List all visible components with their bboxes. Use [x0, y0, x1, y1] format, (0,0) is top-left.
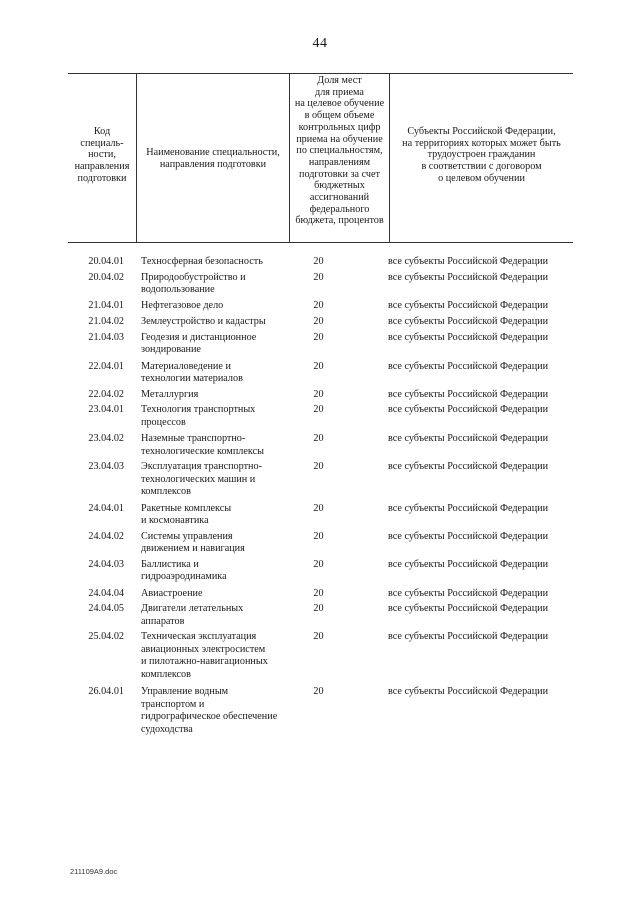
- specialty-code: 24.04.03: [88, 558, 124, 570]
- table-row: [0, 631, 640, 681]
- table-row: [0, 603, 640, 628]
- specialty-name: [141, 631, 295, 681]
- header-line: трудоустроен гражданин: [427, 149, 536, 161]
- specialty-name: [141, 256, 295, 269]
- table-row: [0, 461, 640, 499]
- specialty-name-line: судоходства: [141, 723, 193, 735]
- federation-subjects: все субъекты Российской Федерации: [388, 686, 549, 697]
- header-subjects: [390, 126, 573, 185]
- federation-subjects: все субъекты Российской Федерации: [388, 299, 549, 311]
- federation-subjects: все субъекты Российской Федерации: [388, 271, 549, 283]
- specialty-name: [141, 588, 295, 601]
- header-line: Код: [93, 126, 111, 137]
- table-top-rule: [68, 73, 573, 74]
- specialty-name-line: Управление водным: [141, 686, 229, 697]
- specialty-code: 23.04.02: [88, 433, 124, 444]
- header-line: ности,: [88, 149, 116, 161]
- header-line: по специальностям,: [296, 145, 383, 157]
- specialty-code: 24.04.04: [88, 587, 124, 599]
- quota-percent: 20: [313, 299, 324, 311]
- specialty-name: [141, 300, 295, 313]
- quota-percent: 20: [313, 256, 324, 267]
- header-line: подготовки: [77, 172, 127, 184]
- specialty-name-line: движением и навигация: [141, 543, 245, 554]
- header-line: федерального: [309, 203, 370, 215]
- table-row: [0, 686, 640, 736]
- table-row: [0, 559, 640, 584]
- specialty-code: 22.04.01: [88, 360, 124, 372]
- federation-subjects: все субъекты Российской Федерации: [388, 558, 549, 570]
- header-line: Наименование специальности,: [146, 147, 280, 158]
- header-share: [290, 75, 389, 227]
- federation-subjects: все субъекты Российской Федерации: [388, 360, 549, 372]
- quota-percent: 20: [313, 558, 324, 570]
- header-line: ассигнований: [309, 192, 370, 204]
- specialty-name-line: Геодезия и дистанционное: [141, 331, 257, 343]
- specialty-name: [141, 316, 295, 329]
- table-row: [0, 256, 640, 269]
- federation-subjects: все субъекты Российской Федерации: [388, 256, 549, 267]
- specialty-name-line: транспортом и: [141, 698, 205, 710]
- specialty-name: [141, 603, 295, 628]
- specialty-name: [141, 433, 295, 458]
- specialty-code: 23.04.01: [88, 404, 124, 415]
- specialty-name-line: Ракетные комплексы: [141, 502, 232, 514]
- specialty-name: [141, 389, 295, 402]
- specialty-name-line: авиационных электросистем: [141, 643, 266, 655]
- header-line: на территориях которых может быть: [402, 137, 561, 149]
- table-row: [0, 332, 640, 357]
- header-name: [137, 147, 289, 170]
- specialty-name: [141, 686, 295, 736]
- header-line: бюджета, процентов: [295, 215, 384, 227]
- specialty-name: [141, 503, 295, 528]
- specialty-code: 24.04.02: [88, 530, 124, 542]
- specialty-code: 21.04.03: [88, 331, 124, 343]
- header-line: направлениям: [308, 156, 371, 168]
- table-row: [0, 361, 640, 386]
- header-line: приема на обучение: [296, 133, 383, 145]
- quota-percent: 20: [313, 404, 324, 415]
- specialty-name-line: Наземные транспортно-: [141, 433, 246, 444]
- specialty-name-line: Металлургия: [141, 388, 199, 400]
- header-line: в общем объеме: [304, 110, 375, 122]
- table-header-bottom-rule: [68, 242, 573, 243]
- header-line: контрольных цифр: [298, 121, 381, 133]
- specialty-name-line: Двигатели летательных: [141, 603, 244, 614]
- specialty-name-line: Системы управления: [141, 530, 233, 542]
- quota-percent: 20: [313, 331, 324, 343]
- quota-percent: 20: [313, 433, 324, 444]
- specialty-code: 25.04.02: [88, 631, 124, 642]
- table-row: [0, 316, 640, 329]
- federation-subjects: все субъекты Российской Федерации: [388, 587, 549, 599]
- federation-subjects: все субъекты Российской Федерации: [388, 631, 549, 642]
- specialty-name-line: и космонавтика: [141, 515, 209, 526]
- quota-percent: 20: [313, 603, 324, 614]
- footer-filename: 211109A9.doc: [70, 867, 118, 876]
- specialty-name-line: Авиастроение: [141, 587, 203, 599]
- federation-subjects: все субъекты Российской Федерации: [388, 502, 549, 514]
- specialty-name: [141, 404, 295, 429]
- table-row: [0, 503, 640, 528]
- header-line: в соответствии с договором: [421, 161, 542, 173]
- quota-percent: 20: [313, 631, 324, 642]
- federation-subjects: все субъекты Российской Федерации: [388, 404, 549, 415]
- quota-percent: 20: [313, 686, 324, 697]
- header-line: подготовки за счет: [299, 168, 380, 180]
- federation-subjects: все субъекты Российской Федерации: [388, 316, 549, 327]
- specialty-name-line: водопользование: [141, 284, 215, 295]
- specialty-code: 20.04.01: [88, 256, 124, 267]
- quota-percent: 20: [313, 316, 324, 327]
- specialty-code: 26.04.01: [88, 686, 124, 697]
- specialty-name-line: гидрографическое обеспечение: [141, 711, 278, 722]
- table-row: [0, 404, 640, 429]
- specialty-name-line: Природообустройство и: [141, 271, 246, 283]
- specialty-name-line: и пилотажно-навигационных: [141, 656, 268, 667]
- federation-subjects: все субъекты Российской Федерации: [388, 603, 549, 614]
- specialty-name: [141, 531, 295, 556]
- specialty-name-line: Землеустройство и кадастры: [141, 316, 266, 327]
- specialty-name: [141, 461, 295, 499]
- header-line: направления подготовки: [159, 158, 267, 170]
- specialty-name-line: гидроаэродинамика: [141, 571, 227, 582]
- specialty-name: [141, 559, 295, 584]
- quota-percent: 20: [313, 461, 324, 472]
- specialty-name-line: технологии материалов: [141, 373, 243, 384]
- specialty-name-line: Материаловедение и: [141, 360, 231, 372]
- table-row: [0, 433, 640, 458]
- header-line: Субъекты Российской Федерации,: [407, 126, 556, 137]
- header-line: Доля мест: [317, 75, 362, 86]
- federation-subjects: все субъекты Российской Федерации: [388, 388, 549, 400]
- federation-subjects: все субъекты Российской Федерации: [388, 331, 549, 343]
- table-row: [0, 588, 640, 601]
- table-row: [0, 272, 640, 297]
- specialty-name-line: Баллистика и: [141, 558, 199, 570]
- table-row: [0, 531, 640, 556]
- specialty-name-line: зондирование: [141, 344, 201, 355]
- specialty-name-line: Техническая эксплуатация: [141, 631, 257, 642]
- header-code: [68, 126, 136, 185]
- quota-percent: 20: [313, 587, 324, 599]
- table-row: [0, 389, 640, 402]
- specialty-name: [141, 272, 295, 297]
- specialty-name-line: процессов: [141, 416, 186, 428]
- specialty-code: 21.04.01: [88, 299, 124, 311]
- header-line: направления: [74, 161, 130, 173]
- header-line: на целевое обучение: [294, 98, 385, 110]
- header-line: о целевом обучении: [438, 172, 525, 184]
- specialty-name-line: аппаратов: [141, 615, 185, 627]
- specialty-name-line: комплексов: [141, 668, 191, 680]
- quota-percent: 20: [313, 502, 324, 514]
- quota-percent: 20: [313, 530, 324, 542]
- specialty-name-line: комплексов: [141, 486, 191, 497]
- specialty-name-line: Нефтегазовое дело: [141, 299, 224, 311]
- specialty-name-line: Эксплуатация транспортно-: [141, 461, 262, 472]
- federation-subjects: все субъекты Российской Федерации: [388, 433, 549, 444]
- table-row: [0, 300, 640, 313]
- specialty-name-line: Техносферная безопасность: [141, 256, 263, 267]
- quota-percent: 20: [313, 271, 324, 283]
- specialty-name-line: Технология транспортных: [141, 404, 256, 415]
- specialty-code: 22.04.02: [88, 388, 124, 400]
- federation-subjects: все субъекты Российской Федерации: [388, 461, 549, 472]
- specialty-code: 21.04.02: [88, 316, 124, 327]
- specialty-name: [141, 332, 295, 357]
- specialty-code: 24.04.05: [88, 603, 124, 614]
- federation-subjects: все субъекты Российской Федерации: [388, 530, 549, 542]
- quota-percent: 20: [313, 360, 324, 372]
- header-line: специаль-: [80, 137, 124, 149]
- header-line: для приема: [315, 86, 364, 98]
- quota-percent: 20: [313, 388, 324, 400]
- specialty-code: 24.04.01: [88, 502, 124, 514]
- specialty-code: 20.04.02: [88, 271, 124, 283]
- header-line: бюджетных: [314, 180, 365, 192]
- specialty-name: [141, 361, 295, 386]
- table-body: [0, 256, 640, 740]
- specialty-name-line: технологические комплексы: [141, 445, 264, 457]
- page-number: 44: [312, 36, 328, 51]
- specialty-name-line: технологических машин и: [141, 473, 256, 485]
- specialty-code: 23.04.03: [88, 461, 124, 472]
